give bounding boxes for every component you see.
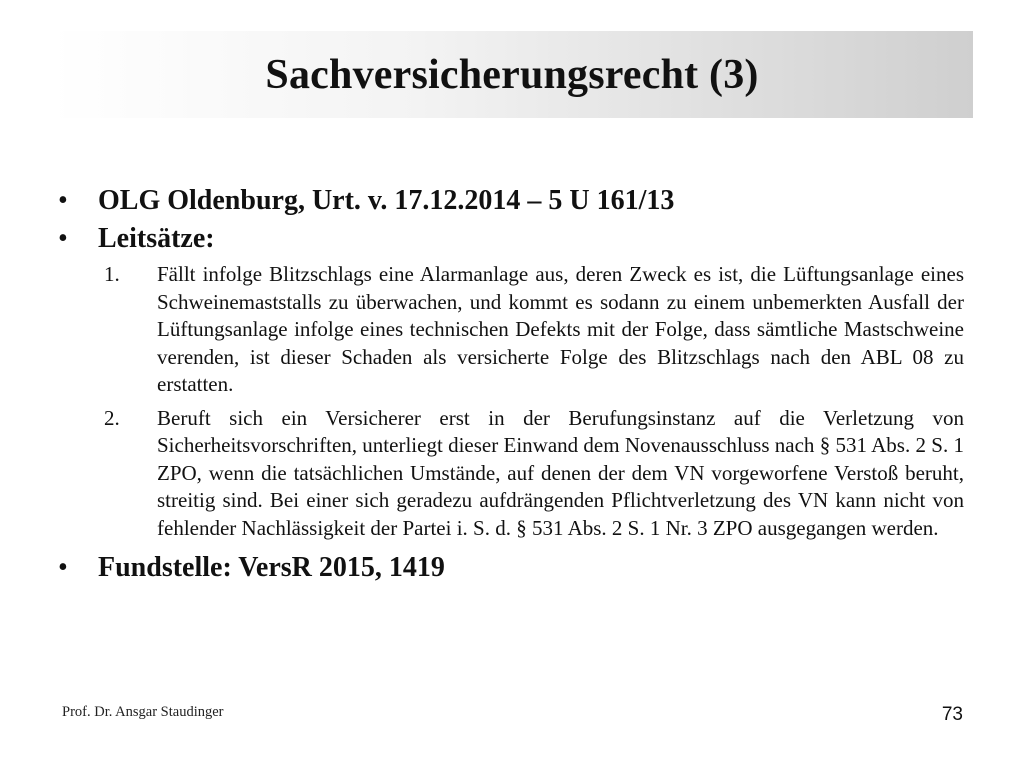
numbered-item-2 [104,405,964,543]
bullet-icon: • [58,185,68,216]
numbered-list [104,261,964,542]
bullet-item-case [58,183,964,219]
item-number: 1. [104,262,120,286]
bullet-item-leitsaetze [58,221,964,257]
bullet-icon: • [58,552,68,583]
slide-title: Sachversicherungsrecht (3) [265,51,759,98]
footer-author: Prof. Dr. Ansgar Staudinger [62,704,224,720]
item-number: 2. [104,405,120,430]
bullet-icon: • [58,223,68,254]
item-text: Fällt infolge Blitzschlags eine Alarmanlage aus, deren Zweck es ist, die Lüftungsanlage eines Schweinemaststalls zu überwachen, und kommt es sodann zu einem unbemerkten Ausfall der Lüftungsanlage infolge eines technischen Defekts mit der Folge, dass sämtliche Mastschweine verenden, ist dieser Schaden als versicherte Folge des Blitzschlags nach den ABL 08 zu erstatten. [157,262,964,396]
bullet-text: OLG Oldenburg, Urt. v. 17.12.2014 – 5 U 161/13 [98,185,675,216]
bullet-text: Fundstelle: VersR 2015, 1419 [98,552,445,583]
bullet-text: Leitsätze: [98,223,215,254]
item-text: Beruft sich ein Versicherer erst in der Berufungsinstanz auf die Verletzung von Sicherheitsvorschriften, unterliegt dieser Einwand dem Novenausschluss nach § 531 Abs. 2 S. 1 ZPO, wenn die tatsächlichen Umstände, auf denen der dem VN vorgeworfene Verstoß beruht, streitig sind. Bei einer sich geradezu aufdrängenden Pflichtverletzung des VN kann nicht von fehlender Nachlässigkeit der Partei i. S. d. § 531 Abs. 2 S. 1 Nr. 3 ZPO ausgegangen werden. [157,405,964,540]
page-number: 73 [941,704,963,725]
title-bar [51,31,973,118]
numbered-item-1 [104,261,964,399]
slide-content [58,183,964,588]
bullet-item-fundstelle [58,550,964,586]
